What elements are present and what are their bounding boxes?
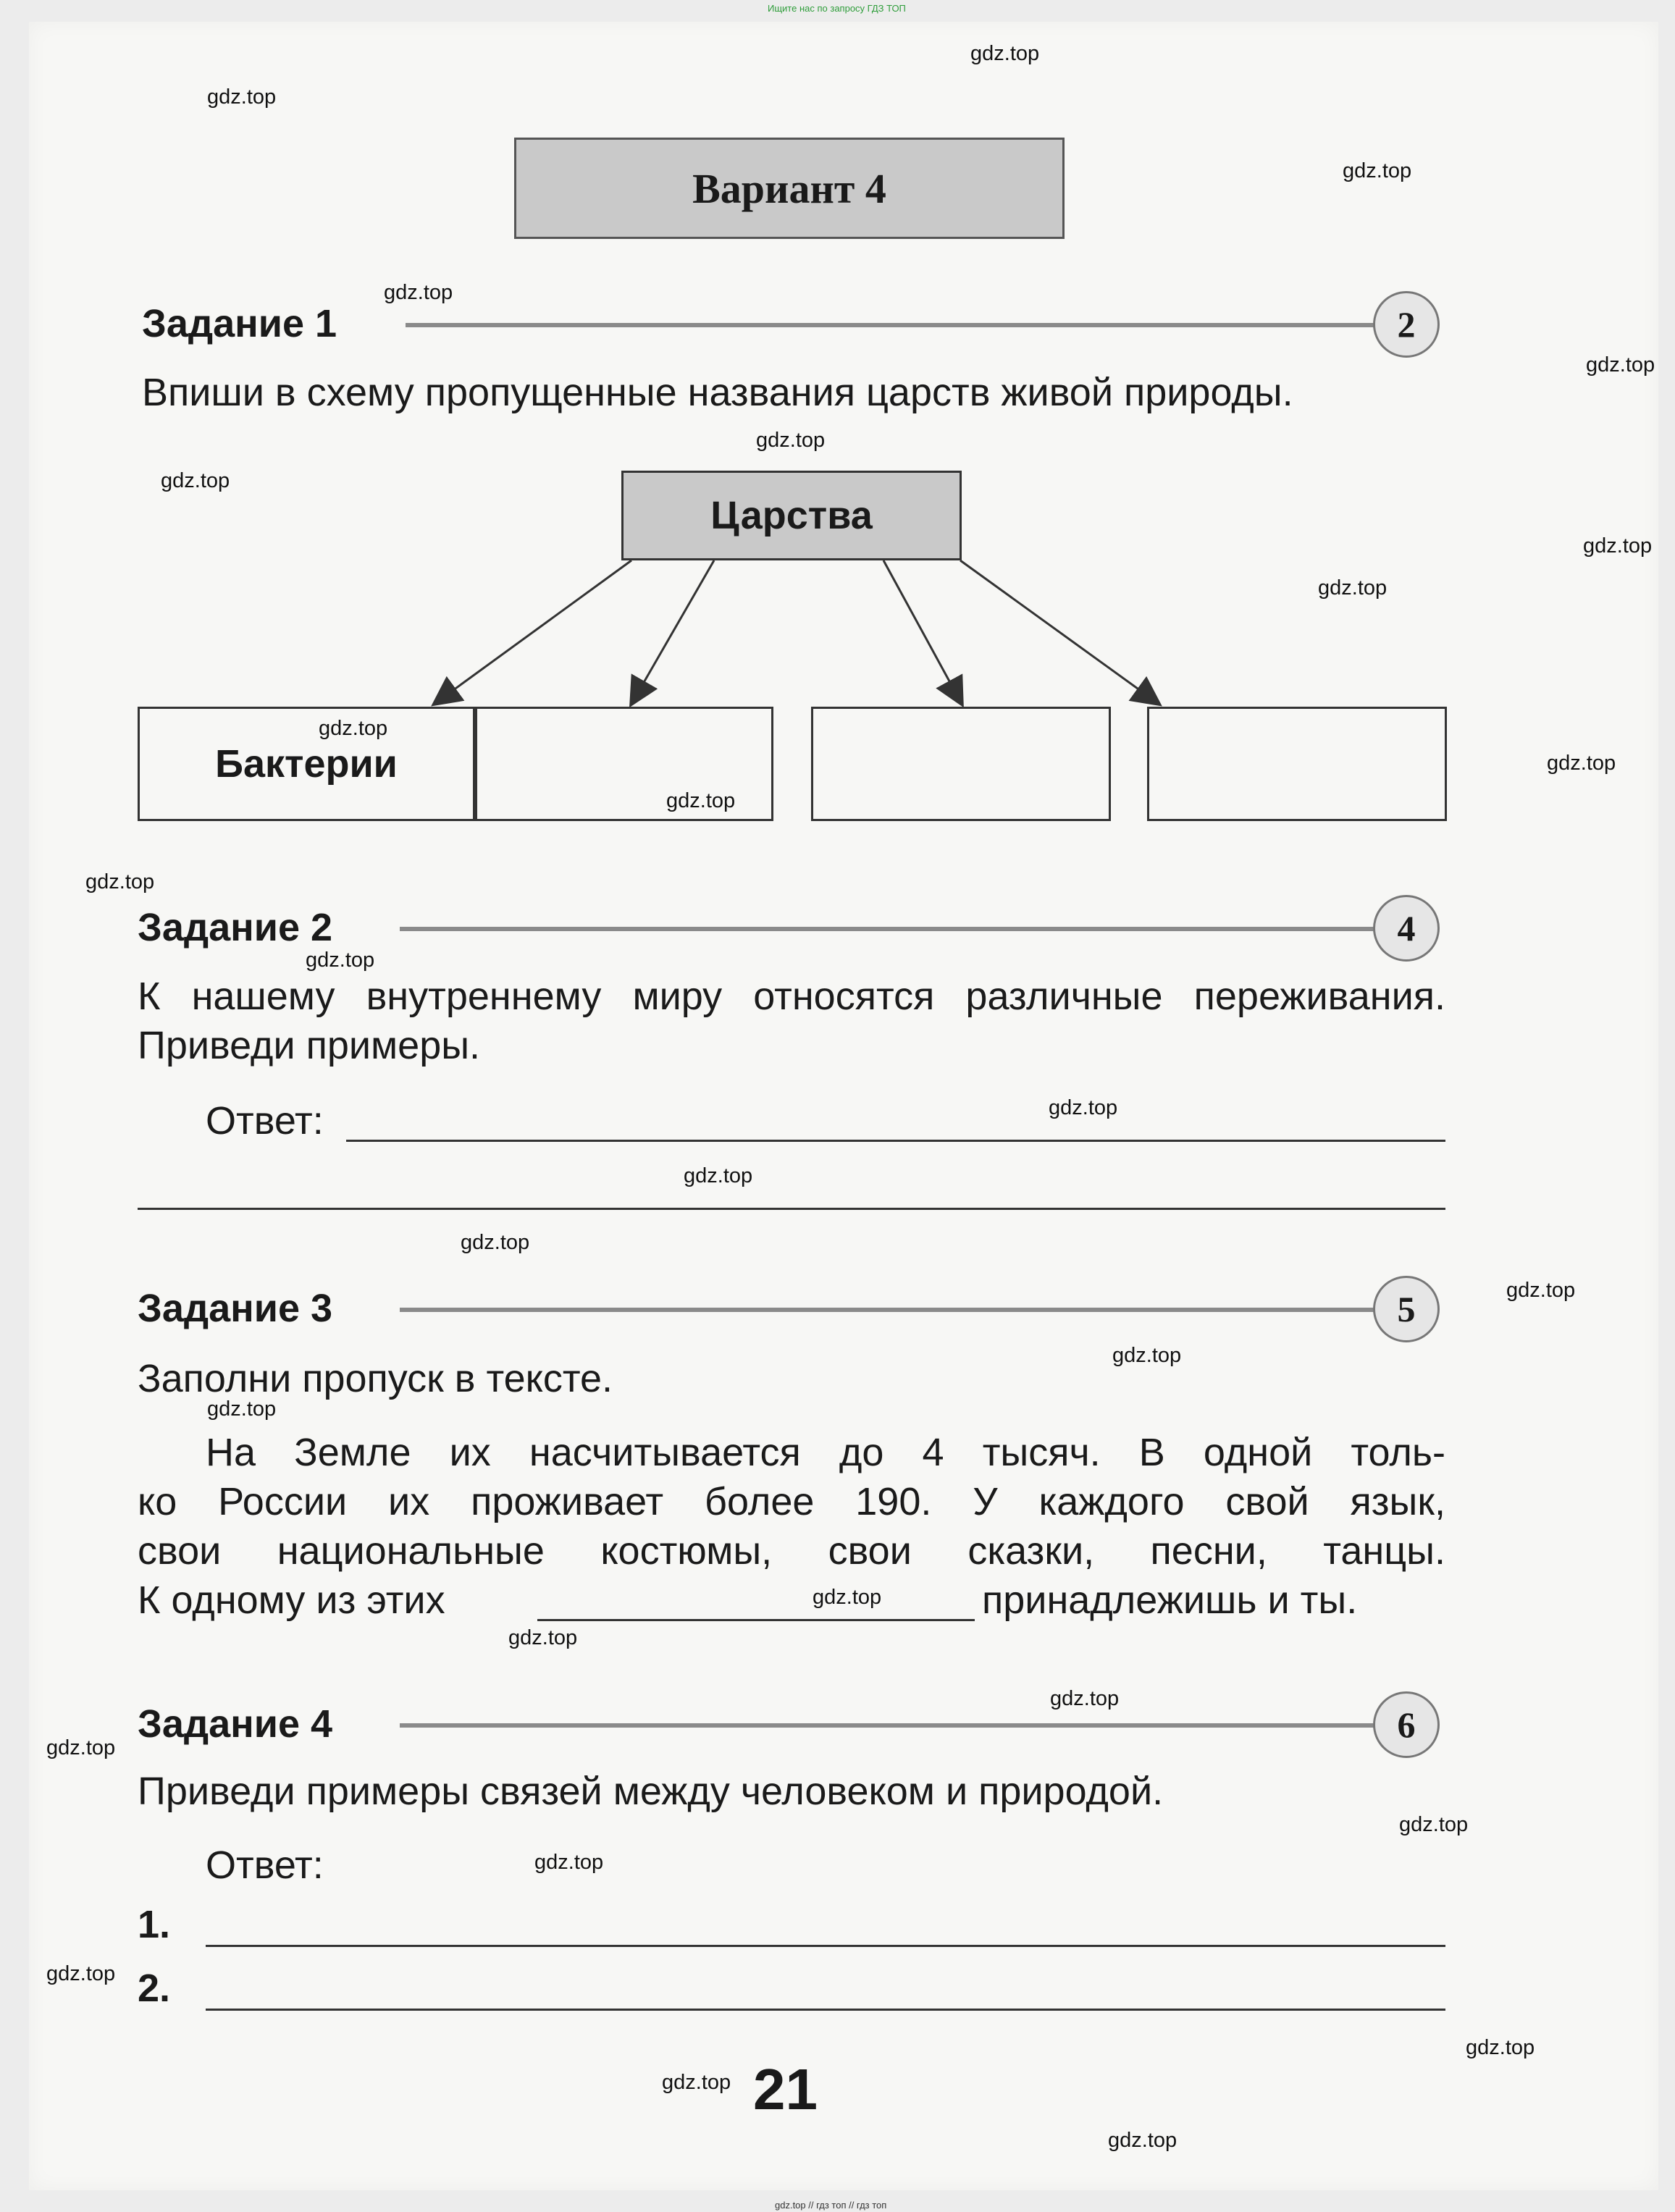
task-3-passage-line-3: свои национальные костюмы, свои сказки, песни, танцы. <box>138 1529 1445 1573</box>
watermark: gdz.top <box>1318 576 1388 600</box>
task-2-text: К нашему внутреннему миру относятся различные переживания. Приведи примеры. <box>138 975 1445 1067</box>
kingdom-box-bacteria: Бактерии <box>138 707 475 821</box>
watermark: gdz.top <box>207 1397 277 1421</box>
watermark: gdz.top <box>46 1736 116 1759</box>
kingdoms-root-box: Царства <box>621 471 962 560</box>
task-4-rule <box>400 1723 1376 1728</box>
task-1-title: Задание 1 <box>142 302 337 345</box>
watermark: gdz.top <box>1049 1096 1118 1119</box>
task-2-rule <box>400 927 1376 931</box>
arrow-3 <box>883 560 962 704</box>
watermark: gdz.top <box>1050 1687 1120 1710</box>
task-2-answer-line-1[interactable] <box>346 1140 1445 1142</box>
task-3-passage-line-2: ко России их проживает более 190. У каждого свой язык, <box>138 1480 1445 1523</box>
watermark: gdz.top <box>207 85 277 109</box>
task-2-title: Задание 2 <box>138 906 333 949</box>
page-number: 21 <box>753 2057 818 2121</box>
watermark: gdz.top <box>46 1962 116 1985</box>
watermark: gdz.top <box>161 469 230 492</box>
task-3-rule <box>400 1308 1376 1312</box>
kingdom-box-blank-3[interactable] <box>1147 707 1447 821</box>
arrow-2 <box>631 560 714 704</box>
task-3-passage-line-4-start: К одному из этих <box>138 1578 445 1622</box>
watermark: gdz.top <box>970 42 1040 65</box>
watermark: gdz.top <box>85 870 155 893</box>
task-4-answer-line-2[interactable] <box>206 2009 1445 2011</box>
task-4-points: 6 <box>1373 1691 1440 1758</box>
kingdom-box-blank-2[interactable] <box>811 707 1111 821</box>
task-1-text: Впиши в схему пропущенные названия царств живой природы. <box>142 371 1293 414</box>
arrow-1 <box>435 560 631 704</box>
task-4-item-1: 1. <box>138 1903 171 1946</box>
watermark: gdz.top <box>461 1231 530 1254</box>
kingdom-box-blank-1[interactable] <box>475 707 773 821</box>
task-4-text: Приведи примеры связей между человеком и природой. <box>138 1770 1164 1813</box>
watermark: gdz.top <box>1583 534 1653 558</box>
watermark: gdz.top <box>684 1164 753 1187</box>
task-4-item-2: 2. <box>138 1967 171 2010</box>
watermark: gdz.top <box>1399 1813 1469 1836</box>
task-2-answer-line-2[interactable] <box>138 1208 1445 1210</box>
watermark: gdz.top <box>662 2071 731 2094</box>
watermark: gdz.top <box>1506 1279 1576 1302</box>
watermark: gdz.top <box>1343 159 1412 182</box>
watermark: gdz.top <box>1586 353 1655 377</box>
task-1-points: 2 <box>1373 291 1440 358</box>
watermark: gdz.top <box>813 1586 882 1609</box>
watermark: gdz.top <box>1466 2036 1535 2059</box>
watermark: gdz.top <box>1547 752 1616 775</box>
task-3-points: 5 <box>1373 1276 1440 1342</box>
watermark: gdz.top <box>1112 1344 1182 1367</box>
task-3-blank-line[interactable] <box>537 1619 975 1621</box>
task-3-title: Задание 3 <box>138 1287 333 1330</box>
task-4-answer-label: Ответ: <box>206 1843 324 1887</box>
watermark: gdz.top <box>508 1626 578 1649</box>
task-3-text: Заполни пропуск в тексте. <box>138 1357 613 1400</box>
task-4-answer-line-1[interactable] <box>206 1945 1445 1947</box>
bottom-site-links[interactable]: gdz.top // гдз топ // гдз топ <box>775 2200 887 2211</box>
task-2-answer-label: Ответ: <box>206 1099 324 1143</box>
arrow-4 <box>960 560 1159 704</box>
watermark: gdz.top <box>666 789 736 812</box>
watermark: gdz.top <box>1108 2129 1177 2152</box>
task-2-points: 4 <box>1373 895 1440 962</box>
watermark: gdz.top <box>319 717 388 740</box>
task-4-title: Задание 4 <box>138 1702 333 1746</box>
watermark: gdz.top <box>756 429 826 452</box>
watermark: gdz.top <box>306 949 375 972</box>
top-search-hint[interactable]: Ищите нас по запросу ГДЗ ТОП <box>768 3 906 14</box>
task-3-passage-line-1: На Земле их насчитывается до 4 тысяч. В одной толь- <box>206 1431 1445 1474</box>
watermark: gdz.top <box>534 1851 604 1874</box>
task-3-passage-line-4-end: принадлежишь и ты. <box>982 1578 1358 1622</box>
variant-header: Вариант 4 <box>514 138 1065 239</box>
watermark: gdz.top <box>384 281 453 304</box>
